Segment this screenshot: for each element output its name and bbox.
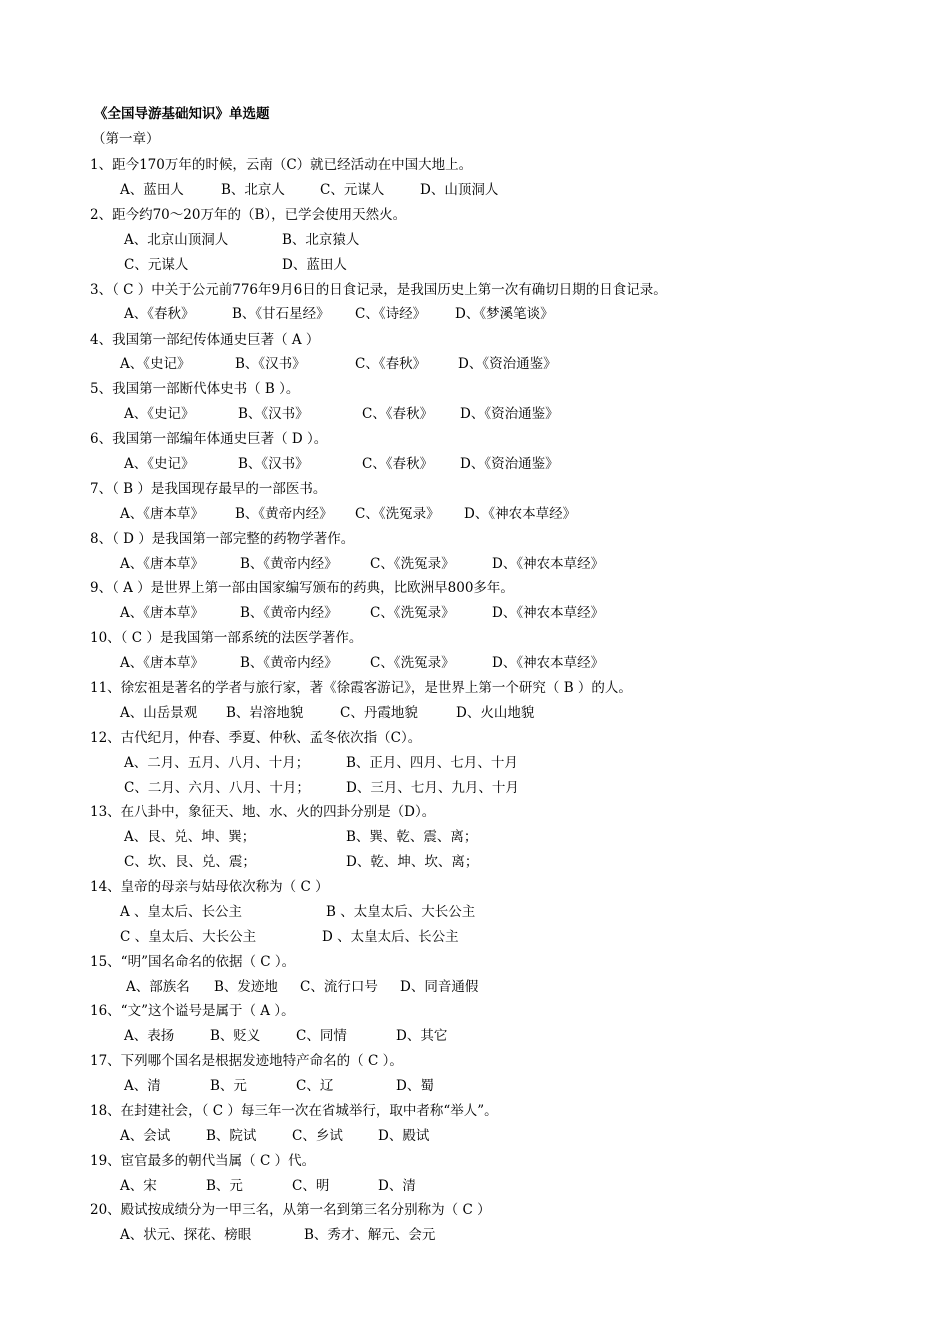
answer-option: B、《黄帝内经》 — [240, 605, 338, 621]
answer-option: C、元谋人 — [320, 182, 385, 198]
answer-option: D、蓝田人 — [282, 257, 347, 273]
answer-option: A、部族名 — [126, 979, 190, 995]
answer-option: B、岩溶地貌 — [226, 705, 304, 721]
answer-option: D、其它 — [396, 1028, 448, 1044]
answer-option: A、《唐本草》 — [120, 556, 204, 572]
answer-option: B、元 — [206, 1178, 243, 1194]
answer-option: D、《资治通鉴》 — [460, 456, 559, 472]
question-stem: 11、徐宏祖是著名的学者与旅行家，著《徐霞客游记》，是世界上第一个研究（ B ）的人。 — [90, 680, 632, 696]
answer-option: A、宋 — [120, 1178, 157, 1194]
answer-option: B、《汉书》 — [238, 456, 309, 472]
answer-option: C、《洗冤录》 — [370, 556, 455, 572]
answer-option: B、《汉书》 — [238, 406, 309, 422]
answer-option: C、《春秋》 — [362, 406, 434, 422]
answer-option: D 、太皇太后、长公主 — [322, 929, 459, 945]
answer-option: C、明 — [292, 1178, 330, 1194]
question-stem: 1、距今170万年的时候，云南（C）就已经活动在中国大地上。 — [90, 157, 473, 173]
answer-option: C、乡试 — [292, 1128, 343, 1144]
question-stem: 5、我国第一部断代体史书（ B ）。 — [90, 381, 300, 397]
answer-option: B、《汉书》 — [235, 356, 306, 372]
answer-option: A、北京山顶洞人 — [124, 232, 229, 248]
question-stem: 6、我国第一部编年体通史巨著（ D ）。 — [90, 431, 328, 447]
answer-option: B、发迹地 — [214, 979, 278, 995]
answer-option: A、表扬 — [124, 1028, 175, 1044]
answer-option: D、火山地貌 — [456, 705, 535, 721]
answer-option: A、《唐本草》 — [120, 506, 204, 522]
answer-option: D、乾、坤、坎、离； — [346, 854, 479, 870]
answer-option: A、山岳景观 — [120, 705, 198, 721]
answer-option: C、《洗冤录》 — [370, 655, 455, 671]
answer-option: A、艮、兑、坤、巽； — [124, 829, 256, 845]
answer-option: D、蜀 — [396, 1078, 434, 1094]
chapter-heading: （第一章） — [92, 131, 160, 147]
answer-option: C、《洗冤录》 — [370, 605, 455, 621]
question-stem: 16、“文”这个谥号是属于（ A ）。 — [90, 1003, 295, 1019]
answer-option: A、《史记》 — [124, 406, 195, 422]
question-stem: 20、殿试按成绩分为一甲三名，从第一名到第三名分别称为（ C ） — [90, 1202, 491, 1218]
question-stem: 9、（ A ）是世界上第一部由国家编写颁布的药典，比欧洲早800多年。 — [90, 580, 514, 596]
answer-option: A、《春秋》 — [124, 306, 195, 322]
question-stem: 10、（ C ）是我国第一部系统的法医学著作。 — [90, 630, 363, 646]
answer-option: D、清 — [378, 1178, 416, 1194]
document-title: 《全国导游基础知识》单选题 — [94, 106, 270, 122]
answer-option: A、《史记》 — [124, 456, 195, 472]
answer-option: C、坎、艮、兑、震； — [124, 854, 256, 870]
question-stem: 2、距今约70～20万年的（B），已学会使用天然火。 — [90, 207, 407, 223]
answer-option: B、《黄帝内经》 — [240, 556, 338, 572]
answer-option: D、《神农本草经》 — [492, 556, 605, 572]
answer-option: D、殿试 — [378, 1128, 430, 1144]
question-stem: 3、（ C ）中关于公元前776年9月6日的日食记录，是我国历史上第一次有确切日期的日食记录。 — [90, 282, 667, 298]
answer-option: C、丹霞地貌 — [340, 705, 418, 721]
answer-option: C、同情 — [296, 1028, 347, 1044]
answer-option: C、辽 — [296, 1078, 334, 1094]
answer-option: A、《唐本草》 — [120, 605, 204, 621]
answer-option: A、清 — [124, 1078, 161, 1094]
answer-option: A、《唐本草》 — [120, 655, 204, 671]
answer-option: D、山顶洞人 — [420, 182, 499, 198]
answer-option: C、二月、六月、八月、十月； — [124, 780, 310, 796]
answer-option: A、二月、五月、八月、十月； — [124, 755, 310, 771]
question-stem: 18、在封建社会，（ C ）每三年一次在省城举行，取中者称“举人”。 — [90, 1103, 498, 1119]
answer-option: A、《史记》 — [120, 356, 191, 372]
question-stem: 17、下列哪个国名是根据发迹地特产命名的（ C ）。 — [90, 1053, 403, 1069]
answer-option: A、会试 — [120, 1128, 171, 1144]
answer-option: B、《黄帝内经》 — [235, 506, 333, 522]
answer-option: B、北京人 — [221, 182, 285, 198]
question-stem: 15、“明”国名命名的依据（ C ）。 — [90, 954, 296, 970]
answer-option: C 、皇太后、大长公主 — [120, 929, 257, 945]
answer-option: C、《春秋》 — [355, 356, 427, 372]
answer-option: C、《春秋》 — [362, 456, 434, 472]
answer-option: D、《神农本草经》 — [492, 655, 605, 671]
question-stem: 12、古代纪月，仲春、季夏、仲秋、孟冬依次指（C）。 — [90, 730, 422, 746]
answer-option: A、蓝田人 — [120, 182, 184, 198]
answer-option: B、正月、四月、七月、十月 — [346, 755, 518, 771]
answer-option: B、巽、乾、震、离； — [346, 829, 478, 845]
answer-option: D、《神农本草经》 — [464, 506, 577, 522]
question-stem: 7、（ B ）是我国现存最早的一部医书。 — [90, 481, 327, 497]
answer-option: A、状元、探花、榜眼 — [120, 1227, 252, 1243]
question-stem: 4、我国第一部纪传体通史巨著（ A ） — [90, 332, 320, 348]
answer-option: C、流行口号 — [300, 979, 378, 995]
answer-option: C、元谋人 — [124, 257, 189, 273]
answer-option: B、秀才、解元、会元 — [304, 1227, 436, 1243]
answer-option: B、《甘石星经》 — [232, 306, 330, 322]
answer-option: B、贬义 — [210, 1028, 261, 1044]
question-stem: 8、（ D ）是我国第一部完整的药物学著作。 — [90, 531, 355, 547]
answer-option: D、《神农本草经》 — [492, 605, 605, 621]
answer-option: B 、太皇太后、大长公主 — [326, 904, 476, 920]
question-stem: 13、在八卦中，象征天、地、水、火的四卦分别是（D）。 — [90, 804, 436, 820]
question-stem: 19、宦官最多的朝代当属（ C ）代。 — [90, 1153, 316, 1169]
answer-option: B、元 — [210, 1078, 247, 1094]
answer-option: D、《资治通鉴》 — [460, 406, 559, 422]
answer-option: C、《诗经》 — [355, 306, 427, 322]
answer-option: B、北京猿人 — [282, 232, 360, 248]
answer-option: C、《洗冤录》 — [355, 506, 440, 522]
answer-option: D、三月、七月、九月、十月 — [346, 780, 519, 796]
answer-option: D、《梦溪笔谈》 — [455, 306, 554, 322]
answer-option: B、院试 — [206, 1128, 257, 1144]
answer-option: D、《资治通鉴》 — [458, 356, 557, 372]
answer-option: D、同音通假 — [400, 979, 479, 995]
question-stem: 14、皇帝的母亲与姑母依次称为（ C ） — [90, 879, 329, 895]
answer-option: A 、皇太后、长公主 — [120, 904, 243, 920]
answer-option: B、《黄帝内经》 — [240, 655, 338, 671]
